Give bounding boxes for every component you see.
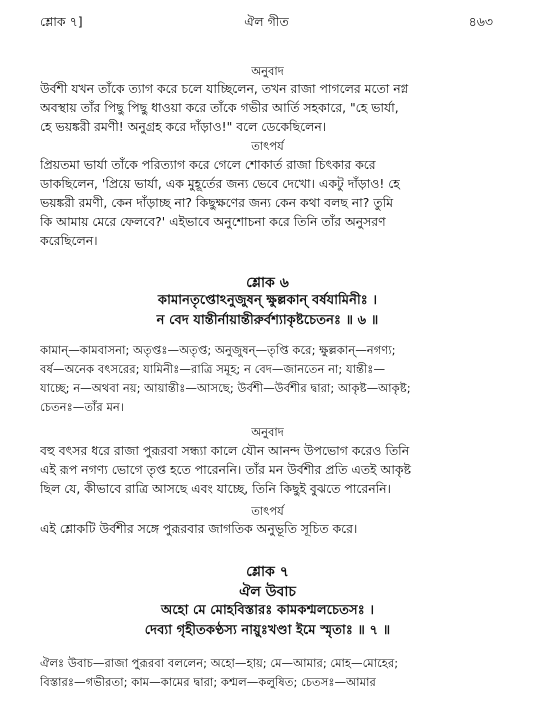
paragraph-line: করেছিলেন। [40, 233, 98, 248]
verse-7-text [40, 601, 495, 641]
translation-paragraph [40, 441, 495, 498]
paragraph-line: প্রিয়তমা ভার্যা তাঁকে পরিত্যাগ করে গেলে শোকার্ত রাজা চিৎকার করে [40, 157, 376, 172]
translation-heading: অনুবাদ [251, 425, 284, 439]
verse-6-word-meanings [40, 341, 495, 417]
purport-paragraph [40, 519, 495, 538]
word-meaning-line: কামান্—কামবাসনা; অতৃপ্তঃ—অতৃপ্ত; অনুজুষন্—তৃপ্তি করে; ক্ষুল্লকান্—নগণ্য; [40, 343, 396, 357]
translation-heading: অনুবাদ [251, 64, 284, 78]
paragraph-line: এই শ্লোকটি উর্বশীর সঙ্গে পুরূরবার জাগতিক অনুভূতি সূচিত করে। [40, 521, 358, 536]
word-meaning-line: ঐলঃ উবাচ—রাজা পুরূরবা বললেন; অহো—হায়; মে—আমার; মোহ—মোহের; [40, 656, 399, 670]
purport-heading: তাৎপর্য [251, 139, 284, 153]
paragraph-line: কি আমায় মেরে ফেলবে?' এইভাবে অনুশোচনা করে তিনি তাঁর অনুসরণ [40, 214, 386, 229]
verse-line: দেব্যা গৃহীতকণ্ঠস্য নায়ুঃখণ্ডা ইমে স্মৃতাঃ ॥ ৭ ॥ [144, 623, 391, 638]
verse-6-text [40, 291, 495, 331]
word-meaning-line: চেতনঃ—তাঁর মন। [40, 400, 124, 414]
verse-6-heading: শ্লোক ৬ [246, 275, 289, 291]
purport-paragraph [40, 155, 495, 250]
word-meaning-line: বর্ষ—অনেক বৎসরের; যামিনীঃ—রাত্রি সমূহ; ন বেদ—জানতেন না; যান্তীঃ— [40, 362, 386, 376]
paragraph-line: হে ভয়ঙ্করী রমণী! অনুগ্রহ করে দাঁড়াও!" বলে ডেকেছিলেন। [40, 119, 327, 134]
header-verse-ref: শ্লোক ৭] [40, 14, 83, 29]
header-chapter-title: ঐল গীত [244, 14, 289, 29]
paragraph-line: উর্বশী যখন তাঁকে ত্যাগ করে চলে যাচ্ছিলেন, তখন রাজা পাগলের মতো নগ্ন [40, 81, 409, 96]
header-page-number: ৪৬৩ [468, 14, 493, 29]
paragraph-line: ডাকছিলেন, 'প্রিয়ে ভার্যা, এক মুহূর্তের জন্য ভেবে দেখো। একটু দাঁড়াও! হে [40, 176, 400, 191]
verse-line: ন বেদ যান্তীর্নায়ান্তীরুর্বশ্যাকৃষ্টচেতনঃ ॥ ৬ ॥ [156, 313, 379, 328]
paragraph-line: অবস্থায় তাঁর পিছু পিছু ধাওয়া করে তাঁকে গভীর আর্তি সহকারে, "হে ভার্যা, [40, 100, 399, 115]
verse-7-heading: শ্লোক ৭ [246, 564, 289, 580]
paragraph-line: বহু বৎসর ধরে রাজা পুরূরবা সন্ধ্যা কালে যৌন আনন্দ উপভোগ করেও তিনি [40, 443, 410, 458]
word-meaning-line: যাচ্ছে; ন—অথবা নয়; আয়ান্তীঃ—আসছে; উর্বশী—উর্বশীর দ্বারা; আকৃষ্ট—আকৃষ্ট; [40, 381, 411, 395]
verse-7-speaker: ঐল উবাচ [239, 584, 296, 600]
word-meaning-line: বিস্তারঃ—গভীরতা; কাম—কামের দ্বারা; কশ্মল—কলুষিত; চেতসঃ—আমার [40, 675, 376, 689]
verse-line: অহো মে মোহবিস্তারঃ কামকশ্মলচেতসঃ । [160, 603, 375, 618]
translation-paragraph [40, 79, 495, 136]
paragraph-line: ভয়ঙ্করী রমণী, কেন দাঁড়াচ্ছ না? কিছুক্ষণের জন্য কেন কথা বলছ না? তুমি [40, 195, 393, 210]
purport-heading: তাৎপর্য [251, 504, 284, 518]
verse-7-word-meanings [40, 654, 495, 692]
paragraph-line: এই রূপ নগণ্য ভোগে তৃপ্ত হতে পারেননি। তাঁর মন উর্বশীর প্রতি এতই আকৃষ্ট [40, 462, 411, 477]
paragraph-line: ছিল যে, কীভাবে রাত্রি আসছে এবং যাচ্ছে, তিনি কিছুই বুঝতে পারেননি। [40, 481, 391, 496]
verse-line: কামানতৃপ্তোঽনুজুষন্ ক্ষুল্লকান্ বর্ষযামিনীঃ । [157, 293, 378, 308]
